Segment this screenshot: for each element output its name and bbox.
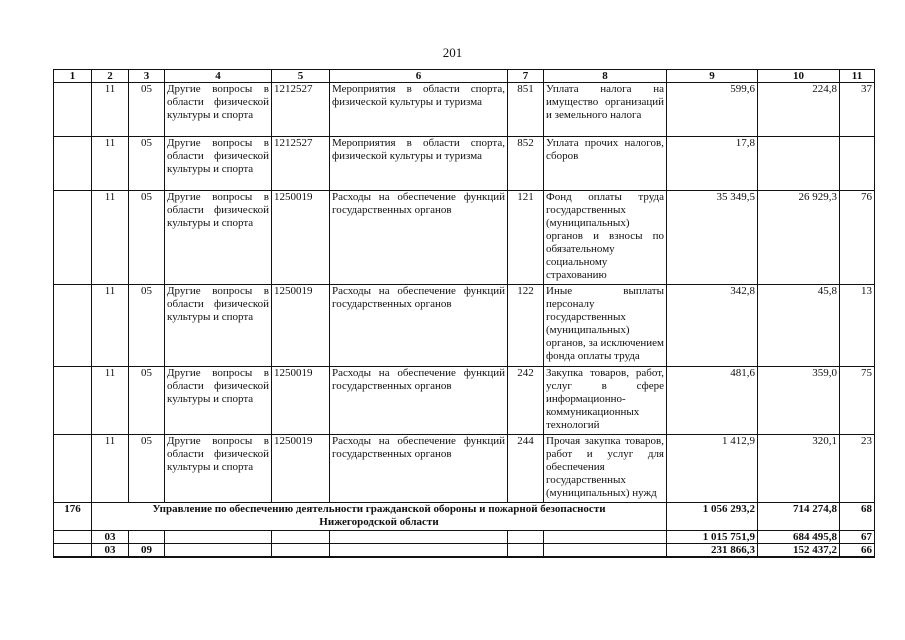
cell-expense-type-name: Фонд оплаты труда государственных (муниципальных) органов и взносы по обязательному социальному страхованию — [544, 191, 667, 285]
cell-expense-type-name: Уплата налога на имущество организаций и земельного налога — [544, 83, 667, 137]
table-row — [54, 435, 875, 503]
cell-target-article-name: Расходы на обеспечение функций государственных органов — [330, 435, 508, 503]
cell-empty — [508, 531, 544, 544]
cell-expense-type-name: Уплата прочих налогов, сборов — [544, 137, 667, 191]
cell-empty — [54, 544, 92, 558]
cell-amount-actual: 714 274,8 — [758, 503, 840, 531]
cell-percent — [840, 137, 875, 191]
cell-target-article-name: Мероприятия в области спорта, физической культуры и туризма — [330, 83, 508, 137]
cell-target-article: 1250019 — [272, 191, 330, 285]
cell-expense-type: 122 — [508, 285, 544, 367]
cell-expense-type: 851 — [508, 83, 544, 137]
cell-empty — [272, 544, 330, 558]
department-title-line1: Управление по обеспечению деятельности гражданской обороны и пожарной безопасности — [152, 503, 606, 515]
column-header: 10 — [758, 70, 840, 83]
department-title-line2: Нижегородской области — [319, 516, 439, 528]
cell-section: 11 — [92, 435, 129, 503]
cell-amount-plan: 17,8 — [667, 137, 758, 191]
cell-expense-type: 852 — [508, 137, 544, 191]
cell-amount-actual: 152 437,2 — [758, 544, 840, 558]
cell-amount-actual: 684 495,8 — [758, 531, 840, 544]
cell-empty — [54, 83, 92, 137]
cell-subsection: 05 — [129, 83, 165, 137]
cell-amount-actual — [758, 137, 840, 191]
cell-empty — [54, 285, 92, 367]
column-header: 5 — [272, 70, 330, 83]
cell-subsection-name: Другие вопросы в области физической культуры и спорта — [165, 137, 272, 191]
cell-empty — [330, 544, 508, 558]
cell-empty — [54, 191, 92, 285]
cell-subsection-name: Другие вопросы в области физической культуры и спорта — [165, 285, 272, 367]
cell-expense-type-name: Иные выплаты персоналу государственных (муниципальных) органов, за исключением фонда оплаты труда — [544, 285, 667, 367]
cell-expense-type: 244 — [508, 435, 544, 503]
subtotal-row — [54, 531, 875, 544]
column-header: 1 — [54, 70, 92, 83]
cell-percent: 66 — [840, 544, 875, 558]
cell-target-article: 1250019 — [272, 285, 330, 367]
cell-subsection: 05 — [129, 435, 165, 503]
cell-section: 11 — [92, 191, 129, 285]
cell-amount-actual: 26 929,3 — [758, 191, 840, 285]
page-number: 201 — [442, 45, 463, 60]
cell-empty — [544, 544, 667, 558]
cell-empty — [508, 544, 544, 558]
cell-subsection-name: Другие вопросы в области физической культуры и спорта — [165, 367, 272, 435]
cell-empty — [272, 531, 330, 544]
cell-amount-plan: 1 056 293,2 — [667, 503, 758, 531]
cell-target-article-name: Мероприятия в области спорта, физической культуры и туризма — [330, 137, 508, 191]
cell-empty — [54, 435, 92, 503]
cell-amount-actual: 359,0 — [758, 367, 840, 435]
table-row — [54, 367, 875, 435]
header-row — [54, 70, 875, 83]
cell-subsection-name: Другие вопросы в области физической культуры и спорта — [165, 191, 272, 285]
cell-section: 03 — [92, 544, 129, 558]
cell-expense-type: 121 — [508, 191, 544, 285]
table-row — [54, 83, 875, 137]
cell-subsection: 05 — [129, 137, 165, 191]
cell-empty — [54, 137, 92, 191]
cell-target-article: 1212527 — [272, 137, 330, 191]
cell-subsection-name: Другие вопросы в области физической культуры и спорта — [165, 83, 272, 137]
department-row — [54, 503, 875, 531]
cell-subsection — [129, 531, 165, 544]
cell-amount-plan: 481,6 — [667, 367, 758, 435]
column-header: 8 — [544, 70, 667, 83]
cell-percent: 23 — [840, 435, 875, 503]
cell-empty — [330, 531, 508, 544]
cell-empty — [544, 531, 667, 544]
subtotal-row — [54, 544, 875, 558]
cell-expense-type-name: Прочая закупка товаров, работ и услуг для обеспечения государственных (муниципальных) нужд — [544, 435, 667, 503]
cell-percent: 75 — [840, 367, 875, 435]
column-header: 11 — [840, 70, 875, 83]
cell-section: 11 — [92, 367, 129, 435]
cell-expense-type-name: Закупка товаров, работ, услуг в сфере информационно-коммуникационных технологий — [544, 367, 667, 435]
cell-percent: 67 — [840, 531, 875, 544]
table-row — [54, 285, 875, 367]
cell-section: 11 — [92, 83, 129, 137]
cell-subsection: 05 — [129, 367, 165, 435]
cell-amount-plan: 231 866,3 — [667, 544, 758, 558]
cell-empty — [165, 544, 272, 558]
cell-amount-actual: 320,1 — [758, 435, 840, 503]
cell-expense-type: 242 — [508, 367, 544, 435]
cell-department-title — [92, 503, 667, 531]
cell-amount-plan: 342,8 — [667, 285, 758, 367]
cell-target-article: 1212527 — [272, 83, 330, 137]
cell-section: 11 — [92, 285, 129, 367]
table-row — [54, 137, 875, 191]
cell-empty — [54, 531, 92, 544]
column-header: 6 — [330, 70, 508, 83]
cell-target-article-name: Расходы на обеспечение функций государственных органов — [330, 285, 508, 367]
cell-empty — [54, 367, 92, 435]
cell-subsection-name: Другие вопросы в области физической культуры и спорта — [165, 435, 272, 503]
cell-percent: 68 — [840, 503, 875, 531]
column-header: 9 — [667, 70, 758, 83]
cell-target-article: 1250019 — [272, 367, 330, 435]
cell-percent: 37 — [840, 83, 875, 137]
cell-amount-actual: 224,8 — [758, 83, 840, 137]
cell-empty — [165, 531, 272, 544]
cell-amount-plan: 35 349,5 — [667, 191, 758, 285]
cell-amount-plan: 599,6 — [667, 83, 758, 137]
column-header: 3 — [129, 70, 165, 83]
cell-percent: 13 — [840, 285, 875, 367]
cell-amount-actual: 45,8 — [758, 285, 840, 367]
cell-subsection: 05 — [129, 285, 165, 367]
cell-target-article-name: Расходы на обеспечение функций государственных органов — [330, 367, 508, 435]
cell-department-code: 176 — [54, 503, 92, 531]
cell-percent: 76 — [840, 191, 875, 285]
cell-target-article: 1250019 — [272, 435, 330, 503]
cell-amount-plan: 1 015 751,9 — [667, 531, 758, 544]
cell-section: 11 — [92, 137, 129, 191]
column-header: 4 — [165, 70, 272, 83]
cell-section: 03 — [92, 531, 129, 544]
cell-target-article-name: Расходы на обеспечение функций государственных органов — [330, 191, 508, 285]
table-row — [54, 191, 875, 285]
column-header: 2 — [92, 70, 129, 83]
cell-amount-plan: 1 412,9 — [667, 435, 758, 503]
cell-subsection: 09 — [129, 544, 165, 558]
budget-table — [53, 69, 875, 558]
column-header: 7 — [508, 70, 544, 83]
cell-subsection: 05 — [129, 191, 165, 285]
